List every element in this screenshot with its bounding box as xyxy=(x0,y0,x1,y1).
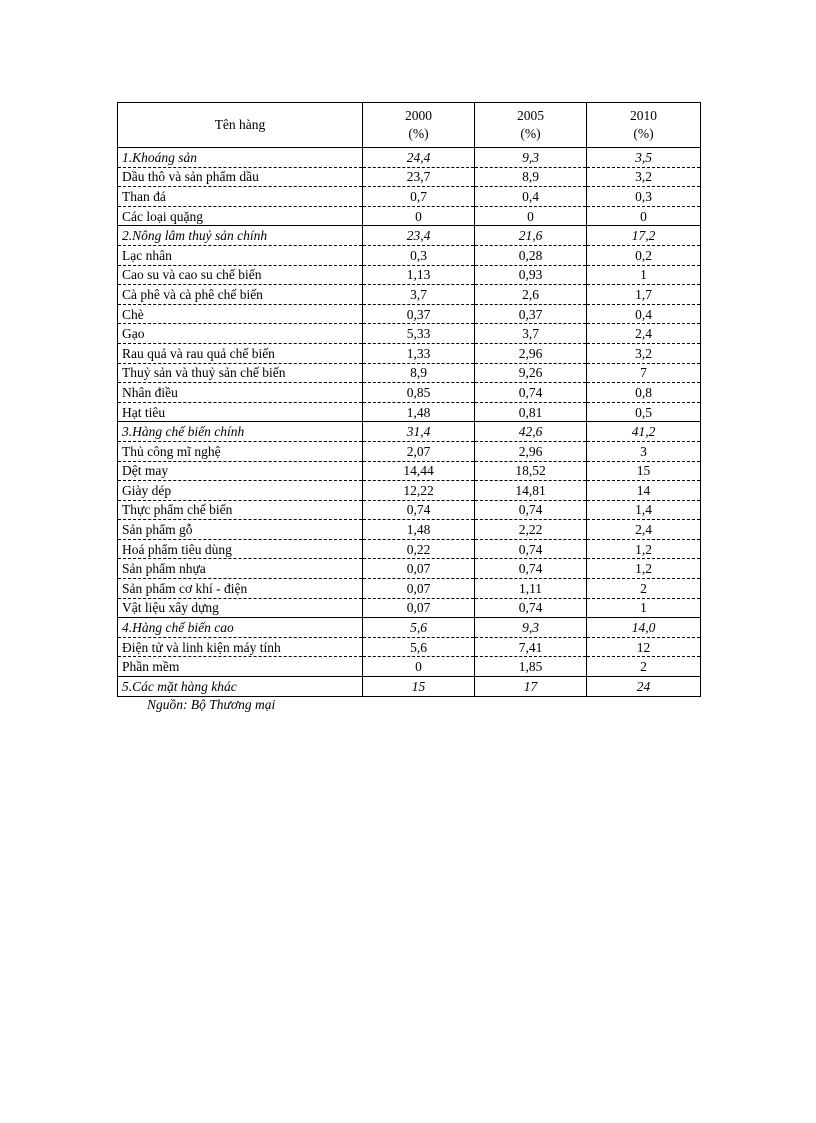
header-year-label: 2010 xyxy=(630,108,657,123)
item-name-cell: Thủ công mĩ nghệ xyxy=(118,441,363,461)
header-year-label: 2005 xyxy=(517,108,544,123)
table-row xyxy=(118,520,701,540)
value-2000-cell: 24,4 xyxy=(363,148,475,168)
value-2000-cell: 23,4 xyxy=(363,226,475,246)
value-2005-cell: 0,74 xyxy=(475,383,587,403)
value-2000-cell: 8,9 xyxy=(363,363,475,383)
value-2000-cell: 12,22 xyxy=(363,481,475,501)
value-2005-cell: 9,3 xyxy=(475,148,587,168)
header-year-2005 xyxy=(475,103,587,148)
item-name-cell: Phần mềm xyxy=(118,657,363,677)
value-2010-cell: 2 xyxy=(587,579,701,599)
value-2000-cell: 23,7 xyxy=(363,167,475,187)
value-2010-cell: 3 xyxy=(587,441,701,461)
value-2010-cell: 12 xyxy=(587,637,701,657)
value-2005-cell: 0,74 xyxy=(475,559,587,579)
value-2010-cell: 1,2 xyxy=(587,559,701,579)
value-2005-cell: 0,28 xyxy=(475,245,587,265)
value-2000-cell: 0,37 xyxy=(363,304,475,324)
item-name-cell: Hoá phẩm tiêu dùng xyxy=(118,539,363,559)
value-2005-cell: 3,7 xyxy=(475,324,587,344)
table-row xyxy=(118,637,701,657)
value-2005-cell: 42,6 xyxy=(475,422,587,442)
value-2000-cell: 3,7 xyxy=(363,285,475,305)
category-row xyxy=(118,618,701,638)
item-name-cell: Cao su và cao su chế biến xyxy=(118,265,363,285)
category-row xyxy=(118,677,701,697)
value-2000-cell: 1,13 xyxy=(363,265,475,285)
header-year-2010 xyxy=(587,103,701,148)
item-name-cell: 2.Nông lâm thuỷ sản chính xyxy=(118,226,363,246)
item-name-cell: Các loại quặng xyxy=(118,206,363,226)
table-header-row xyxy=(118,103,701,148)
table-row xyxy=(118,187,701,207)
value-2010-cell: 3,2 xyxy=(587,167,701,187)
item-name-cell: Sản phẩm cơ khí - điện xyxy=(118,579,363,599)
value-2010-cell: 15 xyxy=(587,461,701,481)
value-2010-cell: 3,2 xyxy=(587,343,701,363)
table-row xyxy=(118,441,701,461)
value-2005-cell: 0 xyxy=(475,206,587,226)
table-row xyxy=(118,481,701,501)
header-unit: (%) xyxy=(408,126,429,141)
category-row xyxy=(118,422,701,442)
value-2000-cell: 0,7 xyxy=(363,187,475,207)
value-2005-cell: 1,85 xyxy=(475,657,587,677)
value-2000-cell: 1,33 xyxy=(363,343,475,363)
value-2005-cell: 17 xyxy=(475,677,587,697)
table-row xyxy=(118,265,701,285)
item-name-cell: Than đá xyxy=(118,187,363,207)
value-2000-cell: 31,4 xyxy=(363,422,475,442)
value-2010-cell: 1,4 xyxy=(587,500,701,520)
item-name-cell: 4.Hàng chế biến cao xyxy=(118,618,363,638)
table-row xyxy=(118,363,701,383)
table-row xyxy=(118,343,701,363)
value-2005-cell: 2,96 xyxy=(475,343,587,363)
item-name-cell: Thực phẩm chế biến xyxy=(118,500,363,520)
value-2005-cell: 7,41 xyxy=(475,637,587,657)
value-2000-cell: 0 xyxy=(363,206,475,226)
value-2000-cell: 2,07 xyxy=(363,441,475,461)
value-2010-cell: 2 xyxy=(587,657,701,677)
table-body xyxy=(118,148,701,697)
value-2010-cell: 0,5 xyxy=(587,402,701,422)
value-2010-cell: 0,2 xyxy=(587,245,701,265)
export-structure-table xyxy=(117,102,701,697)
value-2005-cell: 9,26 xyxy=(475,363,587,383)
item-name-cell: Cà phê và cà phê chế biến xyxy=(118,285,363,305)
table-row xyxy=(118,324,701,344)
value-2005-cell: 14,81 xyxy=(475,481,587,501)
value-2000-cell: 0,3 xyxy=(363,245,475,265)
value-2000-cell: 14,44 xyxy=(363,461,475,481)
table-row xyxy=(118,657,701,677)
table-row xyxy=(118,402,701,422)
source-note: Nguồn: Bộ Thương mại xyxy=(147,697,276,712)
value-2010-cell: 2,4 xyxy=(587,324,701,344)
value-2005-cell: 0,93 xyxy=(475,265,587,285)
value-2010-cell: 14 xyxy=(587,481,701,501)
header-unit: (%) xyxy=(520,126,541,141)
item-name-cell: 5.Các mặt hàng khác xyxy=(118,677,363,697)
value-2005-cell: 2,6 xyxy=(475,285,587,305)
table-row xyxy=(118,383,701,403)
value-2000-cell: 0,07 xyxy=(363,579,475,599)
item-name-cell: Rau quả và rau quả chế biến xyxy=(118,343,363,363)
value-2005-cell: 0,74 xyxy=(475,598,587,618)
header-unit: (%) xyxy=(633,126,654,141)
item-name-cell: 3.Hàng chế biến chính xyxy=(118,422,363,442)
value-2005-cell: 2,96 xyxy=(475,441,587,461)
value-2010-cell: 24 xyxy=(587,677,701,697)
value-2005-cell: 18,52 xyxy=(475,461,587,481)
value-2010-cell: 1,7 xyxy=(587,285,701,305)
value-2000-cell: 0,85 xyxy=(363,383,475,403)
value-2010-cell: 1 xyxy=(587,598,701,618)
value-2000-cell: 5,6 xyxy=(363,637,475,657)
item-name-cell: Sản phẩm nhựa xyxy=(118,559,363,579)
table-row xyxy=(118,461,701,481)
item-name-cell: Dầu thô và sản phẩm dầu xyxy=(118,167,363,187)
value-2010-cell: 41,2 xyxy=(587,422,701,442)
value-2010-cell: 1,2 xyxy=(587,539,701,559)
table-row xyxy=(118,500,701,520)
item-name-cell: Nhân điều xyxy=(118,383,363,403)
value-2000-cell: 1,48 xyxy=(363,402,475,422)
value-2005-cell: 8,9 xyxy=(475,167,587,187)
value-2000-cell: 5,6 xyxy=(363,618,475,638)
value-2000-cell: 5,33 xyxy=(363,324,475,344)
item-name-cell: Thuỷ sản và thuỷ sản chế biến xyxy=(118,363,363,383)
value-2005-cell: 0,4 xyxy=(475,187,587,207)
item-name-cell: Chè xyxy=(118,304,363,324)
value-2010-cell: 0,4 xyxy=(587,304,701,324)
value-2005-cell: 2,22 xyxy=(475,520,587,540)
value-2010-cell: 14,0 xyxy=(587,618,701,638)
category-row xyxy=(118,148,701,168)
value-2010-cell: 2,4 xyxy=(587,520,701,540)
item-name-cell: Sản phẩm gỗ xyxy=(118,520,363,540)
table-row xyxy=(118,304,701,324)
value-2000-cell: 0,22 xyxy=(363,539,475,559)
value-2000-cell: 0,74 xyxy=(363,500,475,520)
value-2005-cell: 0,37 xyxy=(475,304,587,324)
header-year-label: 2000 xyxy=(405,108,432,123)
value-2005-cell: 0,74 xyxy=(475,539,587,559)
table-row xyxy=(118,206,701,226)
header-name: Tên hàng xyxy=(118,103,363,148)
value-2000-cell: 0,07 xyxy=(363,559,475,579)
value-2005-cell: 9,3 xyxy=(475,618,587,638)
value-2010-cell: 0 xyxy=(587,206,701,226)
value-2005-cell: 21,6 xyxy=(475,226,587,246)
value-2000-cell: 0,07 xyxy=(363,598,475,618)
item-name-cell: Điện tử và linh kiện máy tính xyxy=(118,637,363,657)
item-name-cell: 1.Khoáng sản xyxy=(118,148,363,168)
header-year-2000 xyxy=(363,103,475,148)
table-row xyxy=(118,579,701,599)
value-2005-cell: 0,81 xyxy=(475,402,587,422)
value-2000-cell: 15 xyxy=(363,677,475,697)
item-name-cell: Gạo xyxy=(118,324,363,344)
value-2005-cell: 1,11 xyxy=(475,579,587,599)
value-2010-cell: 0,8 xyxy=(587,383,701,403)
table-row xyxy=(118,539,701,559)
table-row xyxy=(118,245,701,265)
table-row xyxy=(118,559,701,579)
table-row xyxy=(118,285,701,305)
value-2010-cell: 1 xyxy=(587,265,701,285)
value-2000-cell: 1,48 xyxy=(363,520,475,540)
item-name-cell: Lạc nhân xyxy=(118,245,363,265)
table-row xyxy=(118,167,701,187)
item-name-cell: Dệt may xyxy=(118,461,363,481)
category-row xyxy=(118,226,701,246)
value-2000-cell: 0 xyxy=(363,657,475,677)
item-name-cell: Giày dép xyxy=(118,481,363,501)
value-2010-cell: 17,2 xyxy=(587,226,701,246)
value-2010-cell: 7 xyxy=(587,363,701,383)
table-row xyxy=(118,598,701,618)
value-2005-cell: 0,74 xyxy=(475,500,587,520)
item-name-cell: Vật liệu xây dựng xyxy=(118,598,363,618)
value-2010-cell: 3,5 xyxy=(587,148,701,168)
item-name-cell: Hạt tiêu xyxy=(118,402,363,422)
value-2010-cell: 0,3 xyxy=(587,187,701,207)
